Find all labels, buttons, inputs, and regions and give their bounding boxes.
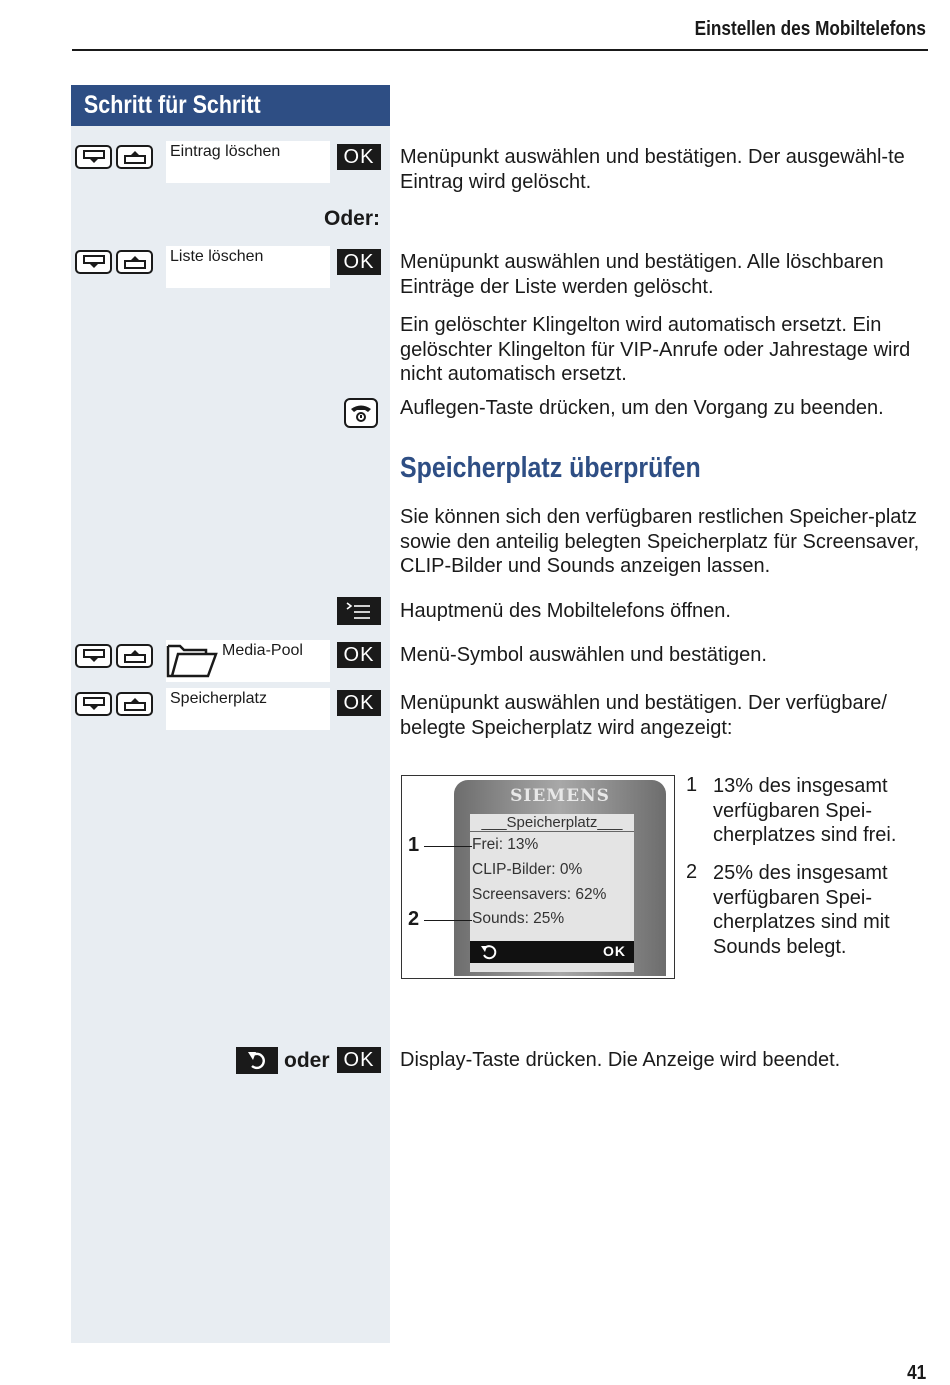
legend-text-1: 13% des insgesamt verfügbaren Spei-cherplatzes sind frei. — [713, 775, 897, 846]
text-p8: Menüpunkt auswählen und bestätigen. Der verfügbare/ belegte Speicherplatz wird angezeigt: — [400, 692, 887, 739]
nav-keys-row2 — [75, 250, 157, 276]
text-p6: Hauptmenü des Mobiltelefons öffnen. — [400, 600, 731, 622]
callout-2: 2 — [408, 908, 420, 930]
phone-display — [470, 814, 634, 972]
nav-down-icon — [75, 250, 112, 274]
ok-key: OK — [337, 249, 381, 275]
text-p5: Sie können sich den verfügbaren restlichen Speicher-platz sowie den anteilig belegten Speicherplatz für Screensaver, CLIP-Bilder und Sounds anzeigen lassen. — [400, 506, 920, 577]
screen-line-sounds: Sounds: 25% — [472, 910, 565, 927]
header-rule — [72, 49, 928, 51]
callout-2-leader — [424, 920, 472, 921]
text-p4: Auflegen-Taste drücken, um den Vorgang zu beenden. — [400, 397, 884, 419]
nav-keys-row1 — [75, 145, 157, 171]
nav-up-icon — [116, 250, 153, 274]
back-key-icon — [236, 1047, 278, 1074]
nav-down-icon — [75, 644, 112, 668]
display-entry-eintrag: Eintrag löschen — [166, 141, 330, 183]
page-number: 41 — [906, 1362, 926, 1384]
oder-label: Oder: — [323, 207, 380, 230]
screen-line-clip: CLIP-Bilder: 0% — [472, 861, 583, 878]
display-entry-speicherplatz: Speicherplatz — [166, 688, 330, 730]
back-arrow-icon — [480, 944, 498, 960]
folder-icon — [166, 640, 218, 685]
ok-key: OK — [337, 642, 381, 668]
page-header-title: Einstellen des Mobiltelefons — [694, 18, 926, 40]
mediapool-label: Media-Pool — [222, 642, 303, 659]
display-entry-liste: Liste löschen — [166, 246, 330, 288]
nav-down-icon — [75, 145, 112, 169]
ok-key: OK — [337, 690, 381, 716]
nav-keys-row3 — [75, 644, 157, 670]
screen-line-frei: Frei: 13% — [472, 836, 539, 853]
callout-1-leader — [424, 846, 472, 847]
text-p3: Ein gelöschter Klingelton wird automatisch ersetzt. Ein gelöschter Klingelton für VIP-Anrufe oder Jahrestage wird nicht automatisch ersetzt. — [400, 314, 911, 385]
text-p9: Display-Taste drücken. Die Anzeige wird beendet. — [400, 1049, 841, 1071]
phone-screen-illustration — [401, 775, 675, 979]
legend-num-1: 1 — [686, 774, 698, 796]
legend-text-2: 25% des insgesamt verfügbaren Spei-cherplatzes sind mit Sounds belegt. — [713, 862, 890, 958]
callout-1: 1 — [408, 834, 420, 856]
screen-title: ___Speicherplatz___ — [470, 814, 634, 832]
sidebar-title: Schritt für Schritt — [71, 85, 390, 126]
oder-inline: oder — [284, 1049, 330, 1072]
nav-keys-row4 — [75, 692, 157, 718]
nav-down-icon — [75, 692, 112, 716]
nav-up-icon — [116, 145, 153, 169]
softkey-ok: OK — [603, 943, 626, 959]
hangup-key-icon — [344, 398, 378, 428]
ok-key: OK — [337, 1047, 381, 1073]
screen-line-screensavers: Screensavers: 62% — [472, 886, 607, 903]
section-heading: Speicherplatz überprüfen — [400, 452, 701, 484]
text-p1: Menüpunkt auswählen und bestätigen. Der ausgewähl-te Eintrag wird gelöscht. — [400, 146, 905, 193]
ok-key: OK — [337, 144, 381, 170]
text-p7: Menü-Symbol auswählen und bestätigen. — [400, 644, 767, 666]
brand-logo: SIEMENS — [510, 786, 610, 806]
legend-num-2: 2 — [686, 861, 698, 883]
nav-up-icon — [116, 692, 153, 716]
softkey-bar — [470, 941, 634, 963]
menu-key-icon — [337, 597, 381, 625]
text-p2: Menüpunkt auswählen und bestätigen. Alle löschbaren Einträge der Liste werden gelöscht. — [400, 251, 884, 298]
nav-up-icon — [116, 644, 153, 668]
